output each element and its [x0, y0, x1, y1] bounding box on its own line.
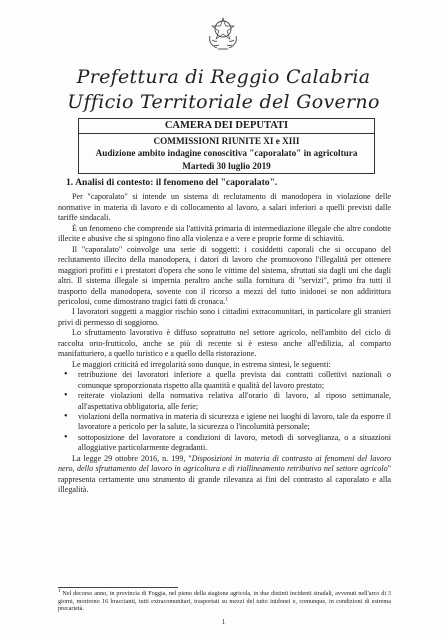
paragraph: È un fenomeno che comprende sia l'attività primaria di intermediazione illegale che altre condotte illecite e abusive che si spingono fino alla violenza e a vere e proprie forme di schiavitù.	[58, 223, 391, 244]
commissions-line: COMMISSIONI RIUNITE XI e XIII	[153, 136, 300, 146]
paragraph-text: Il "caporalato" coinvolge una serie di soggetti: i cosiddetti caporali che si occupano del reclutamento illecito della manodopera, i datori di lavoro che promuovono l'illegalità per ottenere maggiori profitti e i prestatori d'opera che sono le vittime del sistema, sfruttati sia dagli uni che dagli altri. Il sistema illegale si impernia peraltro anche sulla fornitura di "servizi", primo fra tutti il trasporto della manodopera, sovente con il ricorso a mezzi del tutto inidonei se non addirittura pericolosi, come dimostrano tragici fatti di cronaca.	[58, 244, 391, 306]
footnote-text: Nel decorso anno, in provincia di Foggia, nel pieno della stagione agricola, in due distinti incidenti stradali, avvenuti nell'arco di 3 giorni, morirono 16 braccianti, tutti extracomunitari, trasportati su mezzi del tutto inidonei e, comunque, in condizioni di estrema precarietà.	[58, 590, 392, 613]
paragraph: Per "caporalato" si intende un sistema di reclutamento di manodopera in violazione delle normative in materia di lavoro e di collocamento al lavoro, a salari inferiori a quelli previsti dalle tariffe sindacali.	[58, 192, 391, 223]
hearing-line: Audizione ambito indagine conoscitiva "caporalato" in agricoltura	[95, 148, 358, 159]
main-content	[58, 178, 391, 496]
footnote-marker: 1	[58, 588, 61, 594]
prefecture-name: Prefettura di Reggio Calabria	[76, 66, 371, 88]
list-item: • sottoposizione del lavoratore a condizioni di lavoro, metodi di sorveglianza, o a situazioni alloggiative particolarmente degradanti.	[78, 433, 391, 454]
page-number: 1	[221, 618, 226, 626]
italian-republic-emblem-icon	[206, 14, 240, 52]
law-text-start: La legge 29 ottobre 2016, n. 199, "	[72, 453, 192, 463]
law-text-end: " rappresenta certamente uno strumento di grande rilevanza ai fini del contrasto al caporalato e alla illegalità.	[58, 464, 391, 495]
date-line: Martedì 30 luglio 2019	[182, 160, 271, 171]
paragraph	[58, 454, 391, 496]
footnote	[58, 590, 391, 613]
paragraph	[58, 245, 391, 308]
office-name: Ufficio Territoriale del Governo	[67, 91, 380, 113]
list-item: • reiterate violazioni della normativa relativa all'orario di lavoro, al riposo settimanale, all'aspettativa obbligatoria, alle ferie;	[78, 391, 391, 412]
law-title: Disposizioni in materia di contrasto ai fenomeni del lavoro nero, dello sfruttamento del lavoro in agricoltura e di riallineamento retributivo nel settore agricolo	[58, 453, 391, 474]
list-item: • retribuzione dei lavoratori inferiore a quella prevista dai contratti collettivi nazionali o comunque sproporzionata rispetto alla quantità e qualità del lavoro prestato;	[78, 370, 391, 391]
paragraph: I lavoratori soggetti a maggior rischio sono i cittadini extracomunitari, in particolare gli stranieri privi di permesso di soggiorno.	[58, 307, 391, 327]
footnote-divider	[58, 587, 178, 588]
hearing-box	[78, 133, 375, 174]
criticality-list	[58, 370, 391, 454]
chamber-title: CAMERA DEI DEPUTATI	[78, 118, 375, 134]
paragraph: Le maggiori criticità ed irregolarità sono dunque, in estrema sintesi, le seguenti:	[72, 359, 331, 369]
section-title: 1. Analisi di contesto: il fenomeno del "caporalato".	[66, 177, 278, 188]
footnote-reference[interactable]: 1	[225, 297, 228, 303]
list-item: • violazioni della normativa in materia di sicurezza e igiene nei luoghi di lavoro, tale da esporre il lavoratore a pericolo per la salute, la sicurezza o l'incolumità personale;	[78, 412, 391, 433]
paragraph: Lo sfruttamento lavorativo è diffuso soprattutto nel settore agricolo, nell'ambito del ciclo di raccolta orto-frutticolo, anche se più di recente si è esteso anche all'edilizia, al comparto manifatturiero, a quello turistico e a quello della ristorazione.	[58, 328, 391, 359]
